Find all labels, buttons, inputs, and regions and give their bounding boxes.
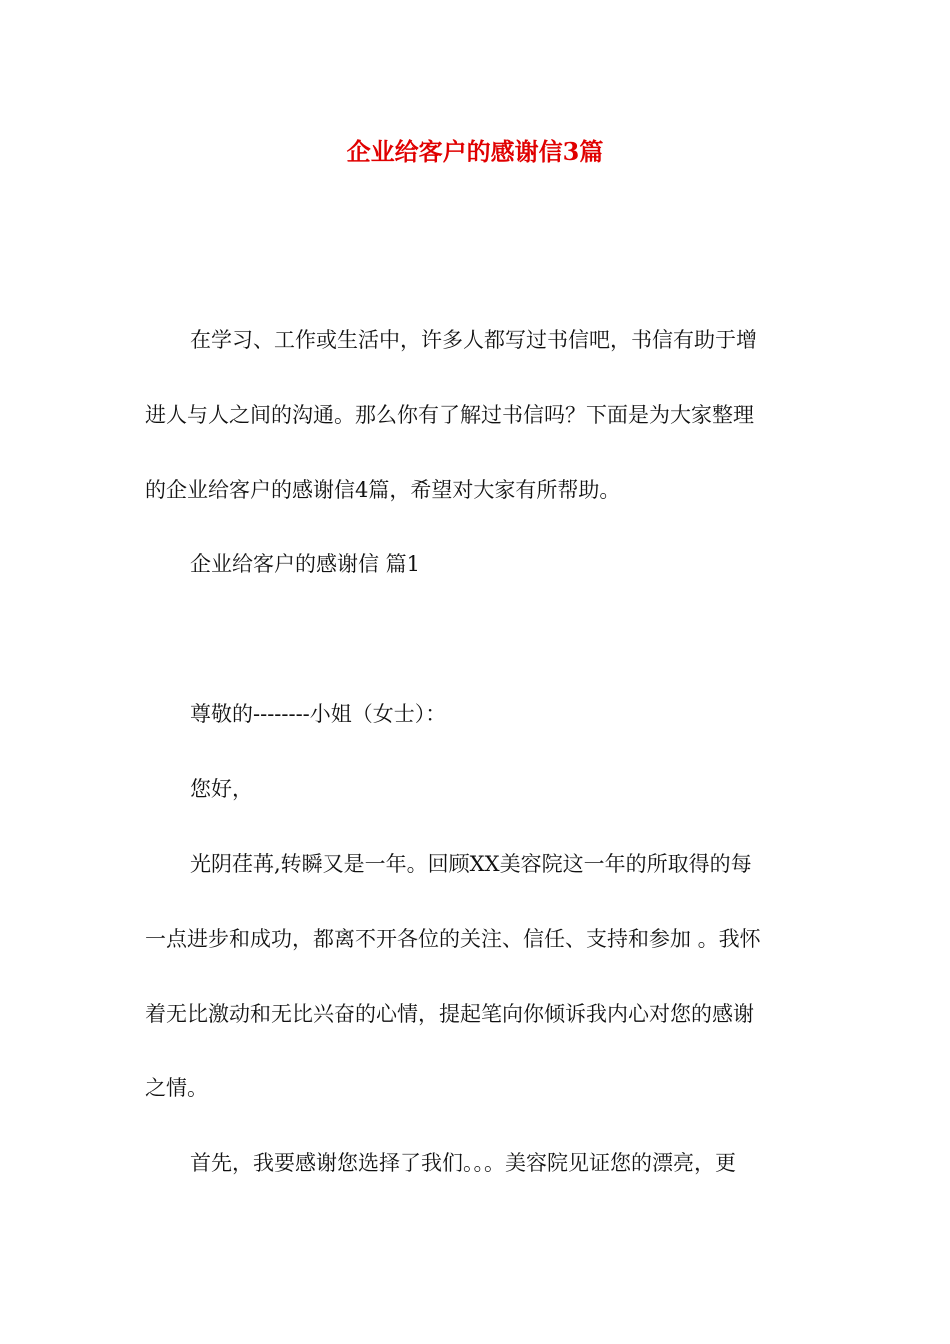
paragraph-line: 首先，我要感谢您选择了我们。。。美容院见证您的漂亮，更 bbox=[190, 1151, 736, 1175]
greeting: 您好， bbox=[190, 777, 253, 801]
document-title: 企业给客户的感谢信3篇 bbox=[346, 137, 604, 166]
paragraph-line: 着无比激动和无比兴奋的心情，提起笔向你倾诉我内心对您的感谢 bbox=[145, 1002, 754, 1026]
section-heading: 企业给客户的感谢信 篇1 bbox=[190, 552, 421, 576]
paragraph-line: 进人与人之间的沟通。那么你有了解过书信吗？下面是为大家整理 bbox=[145, 403, 754, 427]
paragraph-line: 之情。 bbox=[145, 1076, 208, 1100]
paragraph-line: 的企业给客户的感谢信4篇，希望对大家有所帮助。 bbox=[145, 478, 621, 502]
salutation: 尊敬的--------小姐（女士）： bbox=[190, 702, 447, 726]
paragraph-line: 光阴荏苒,转瞬又是一年。回顾XX美容院这一年的所取得的每 bbox=[190, 852, 752, 876]
paragraph-line: 在学习、工作或生活中，许多人都写过书信吧，书信有助于增 bbox=[190, 328, 757, 352]
paragraph-line: 一点进步和成功，都离不开各位的关注、信任、支持和参加 。我怀 bbox=[145, 927, 761, 951]
